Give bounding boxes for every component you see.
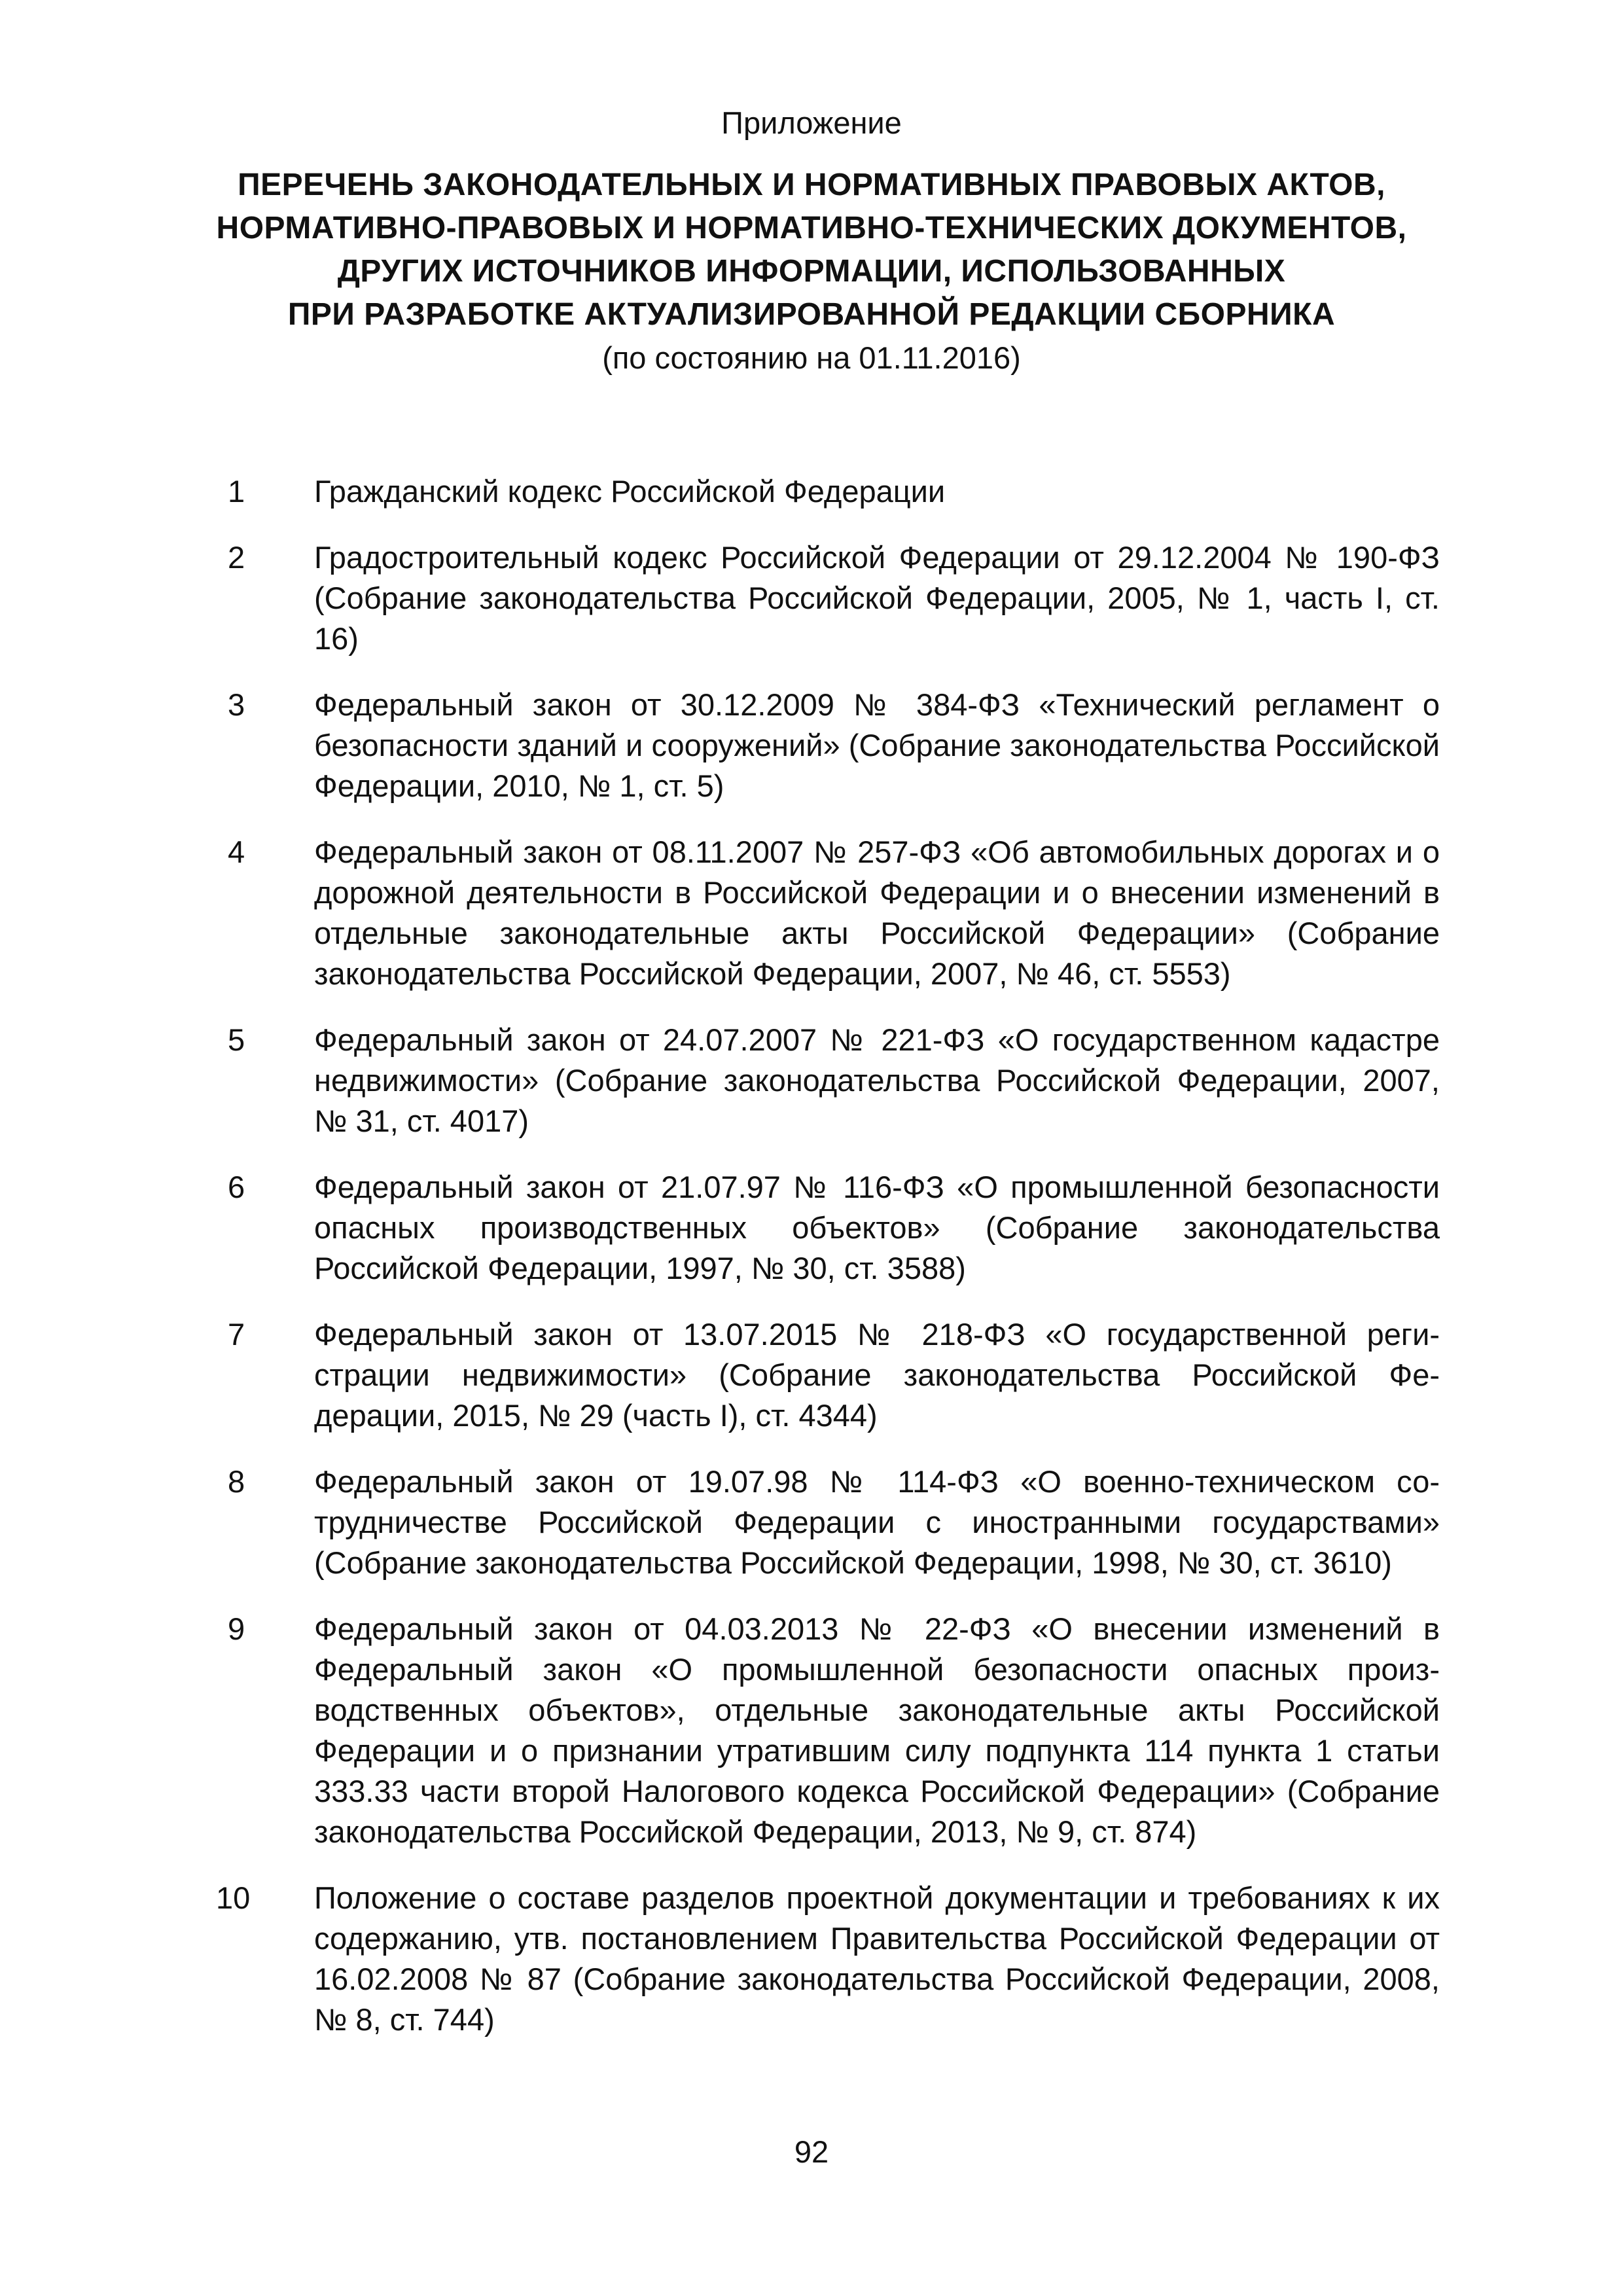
item-number: 6: [228, 1170, 245, 1204]
list-item: [216, 1462, 1440, 1583]
item-text: Федеральный закон от 24.07.2007 № 221-ФЗ «О государственном кадастре недвижимости» (Собрание законодательства Российской Федерации, 2007, № 31, ст. 4017): [314, 1022, 1440, 1138]
item-text: Федеральный закон от 08.11.2007 № 257-ФЗ «Об автомобильных дорогах и о дорожной деятельности в Российской Федерации и о внесении изменений в отдельные законодательные акты Российской Федерации» (Собрание законодательства Российской Федерации, 2007, № 46, ст. 5553): [314, 834, 1440, 991]
list-item: [216, 537, 1440, 659]
title-line: ДРУГИХ ИСТОЧНИКОВ ИНФОРМАЦИИ, ИСПОЛЬЗОВАННЫХ: [337, 254, 1286, 289]
title-line: ПРИ РАЗРАБОТКЕ АКТУАЛИЗИРОВАННОЙ РЕДАКЦИИ СБОРНИКА: [287, 297, 1336, 332]
item-text: Положение о составе разделов проектной документации и требованиях к их содержанию, утв. постановлением Правительства Российской Федерации от 16.02.2008 № 87 (Собрание законодательства Российской Федерации, 2008, № 8, ст. 744): [314, 1880, 1440, 2037]
item-number: 1: [228, 474, 245, 509]
list-item: [216, 685, 1440, 806]
as-of-date: (по состоянию на 01.11.2016): [602, 340, 1021, 375]
title-line: ПЕРЕЧЕНЬ ЗАКОНОДАТЕЛЬНЫХ И НОРМАТИВНЫХ ПРАВОВЫХ АКТОВ,: [238, 168, 1385, 202]
list-item: [216, 832, 1440, 994]
item-number: 10: [216, 1880, 251, 1915]
item-text: Федеральный закон от 19.07.98 № 114-ФЗ «О военно-техническом сотрудничестве Российской Федерации с иностранными государствами» (Собрание законодательства Российской Федерации, 1998, № 30, ст. 3610): [314, 1464, 1440, 1580]
item-text: Федеральный закон от 13.07.2015 № 218-ФЗ «О государственной регистрации недвижимости» (Собрание законодательства Российской Федерации, 2015, № 29 (часть I), ст. 4344): [314, 1317, 1440, 1433]
list-item: [216, 471, 1440, 512]
document-title: [157, 164, 1466, 380]
item-number: 4: [228, 834, 245, 869]
item-text: Федеральный закон от 21.07.97 № 116-ФЗ «О промышленной безопасности опасных производственных объектов» (Собрание законодательства Российской Федерации, 1997, № 30, ст. 3588): [314, 1170, 1440, 1285]
item-number: 3: [228, 687, 245, 722]
item-number: 7: [228, 1317, 245, 1352]
reference-list: [216, 471, 1440, 2066]
item-text: Федеральный закон от 04.03.2013 № 22-ФЗ «О внесении изменений в Федеральный закон «О промышленной безопасности опасных производственных объектов», отдельные законодательные акты Российской Федерации и о признании утратившим силу подпункта 114 пункта 1 статьи 333.33 части второй Налогового кодекса Российской Федерации» (Собрание законодательства Российской Федерации, 2013, № 9, ст. 874): [314, 1611, 1440, 1849]
list-item: [216, 1167, 1440, 1289]
item-number: 8: [228, 1464, 245, 1499]
item-number: 5: [228, 1022, 245, 1057]
list-item: [216, 1878, 1440, 2040]
list-item: [216, 1020, 1440, 1141]
list-item: [216, 1314, 1440, 1436]
item-number: 2: [228, 540, 245, 575]
page-number: 92: [794, 2134, 829, 2169]
item-number: 9: [228, 1611, 245, 1646]
item-text: Федеральный закон от 30.12.2009 № 384-ФЗ «Технический регламент о безопасности зданий и сооружений» (Собрание законодательства Российской Федерации, 2010, № 1, ст. 5): [314, 687, 1440, 803]
item-text: Градостроительный кодекс Российской Федерации от 29.12.2004 № 190-ФЗ (Собрание законодательства Российской Федерации, 2005, № 1, часть I, ст. 16): [314, 540, 1440, 656]
list-item: [216, 1609, 1440, 1852]
title-line: НОРМАТИВНО-ПРАВОВЫХ И НОРМАТИВНО-ТЕХНИЧЕСКИХ ДОКУМЕНТОВ,: [216, 211, 1407, 245]
appendix-label: Приложение: [721, 105, 902, 140]
item-text: Гражданский кодекс Российской Федерации: [314, 474, 946, 509]
